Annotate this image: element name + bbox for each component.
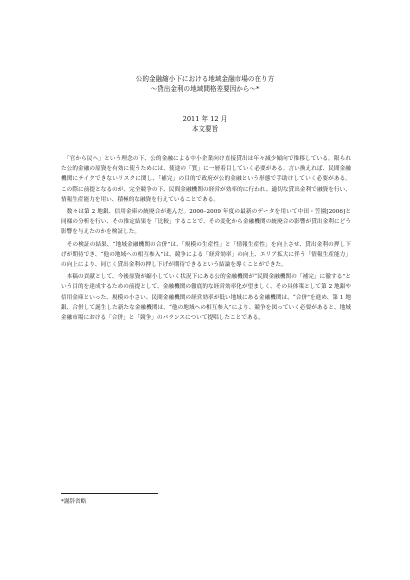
paragraph-3: その検証の結果、“地域金融機関の合併”は、「規模の生産性」と「情報生産性」を向上させ、貸出金利の押し下げが期待でき、“他の地域への相互参入”は、競争による「経営効率」の向上、エリア拡大に伴う「情報生産能力」の向上により、同じく貸出金利の押し下げが期待できるという結論を導くことができた。 (61, 241, 351, 269)
footnote-divider (61, 493, 158, 494)
title-line-2: ～貸出金利の地域間格差要因から～* (150, 85, 260, 93)
paragraph-4: 本稿の貢献として、今後原資が縮小していく状況下にある公的金融機関が“民間金融機関の「補完」に徹する”という目的を達成するための前提として、金融機関の徹底的な経営効率化が望ましく、その具体策として第 2 地銀や信用金庫といった、規模の小さい、民間金融機関の経営効率が低い地域にある金融機関は、“合併”を進め、第 1 地銀、合併して誕生した新たな金融機関は、“他の地域への相互参入”により、競争を図っていく必要があると、地域金融市場における「合併」と「競争」のバランスについて提唱したことである。 (61, 274, 351, 322)
document-type: 本文要旨 (191, 125, 219, 133)
document-date: 2011 年 12 月 (182, 115, 228, 123)
body-text (61, 154, 351, 325)
document-date-block (0, 114, 410, 134)
title-line-1: 公的金融縮小下における地域金融市場の在り方 (135, 75, 275, 83)
paragraph-1: 「官から民へ」という理念の下、公的金融による中小企業向け直接貸出は年々減少傾向で推移している。限られた公的金融の原資を有効に使うためには、使途の「質」に一層着目していく必要がある。言い換えれば、民間金融機関にテイクできないリスクに関し、「補完」の目的で政府が公的金融という形態で手助けしていく必要がある。この際に前提となるのが、完全競争の下、民間金融機関の経営が効率的に行われ、適切な貸出金利で融資を行い、情報生産能力を用い、積極的な融資を行えていることである。 (61, 156, 351, 203)
footnote: *謝辞省略 (61, 499, 87, 505)
paragraph-2: 数々は第 2 地銀、信用金庫の統廃合が進んだ。2006–2009 年度の最新のデータを用いて中田・笠園[2006]と同様の分析を行い、その推定結果を「比較」することで、その変化から金融機関の統廃合の影響が貸出金利にどう影響を与えたのかを検証した。 (61, 209, 351, 236)
document-title (0, 74, 410, 94)
